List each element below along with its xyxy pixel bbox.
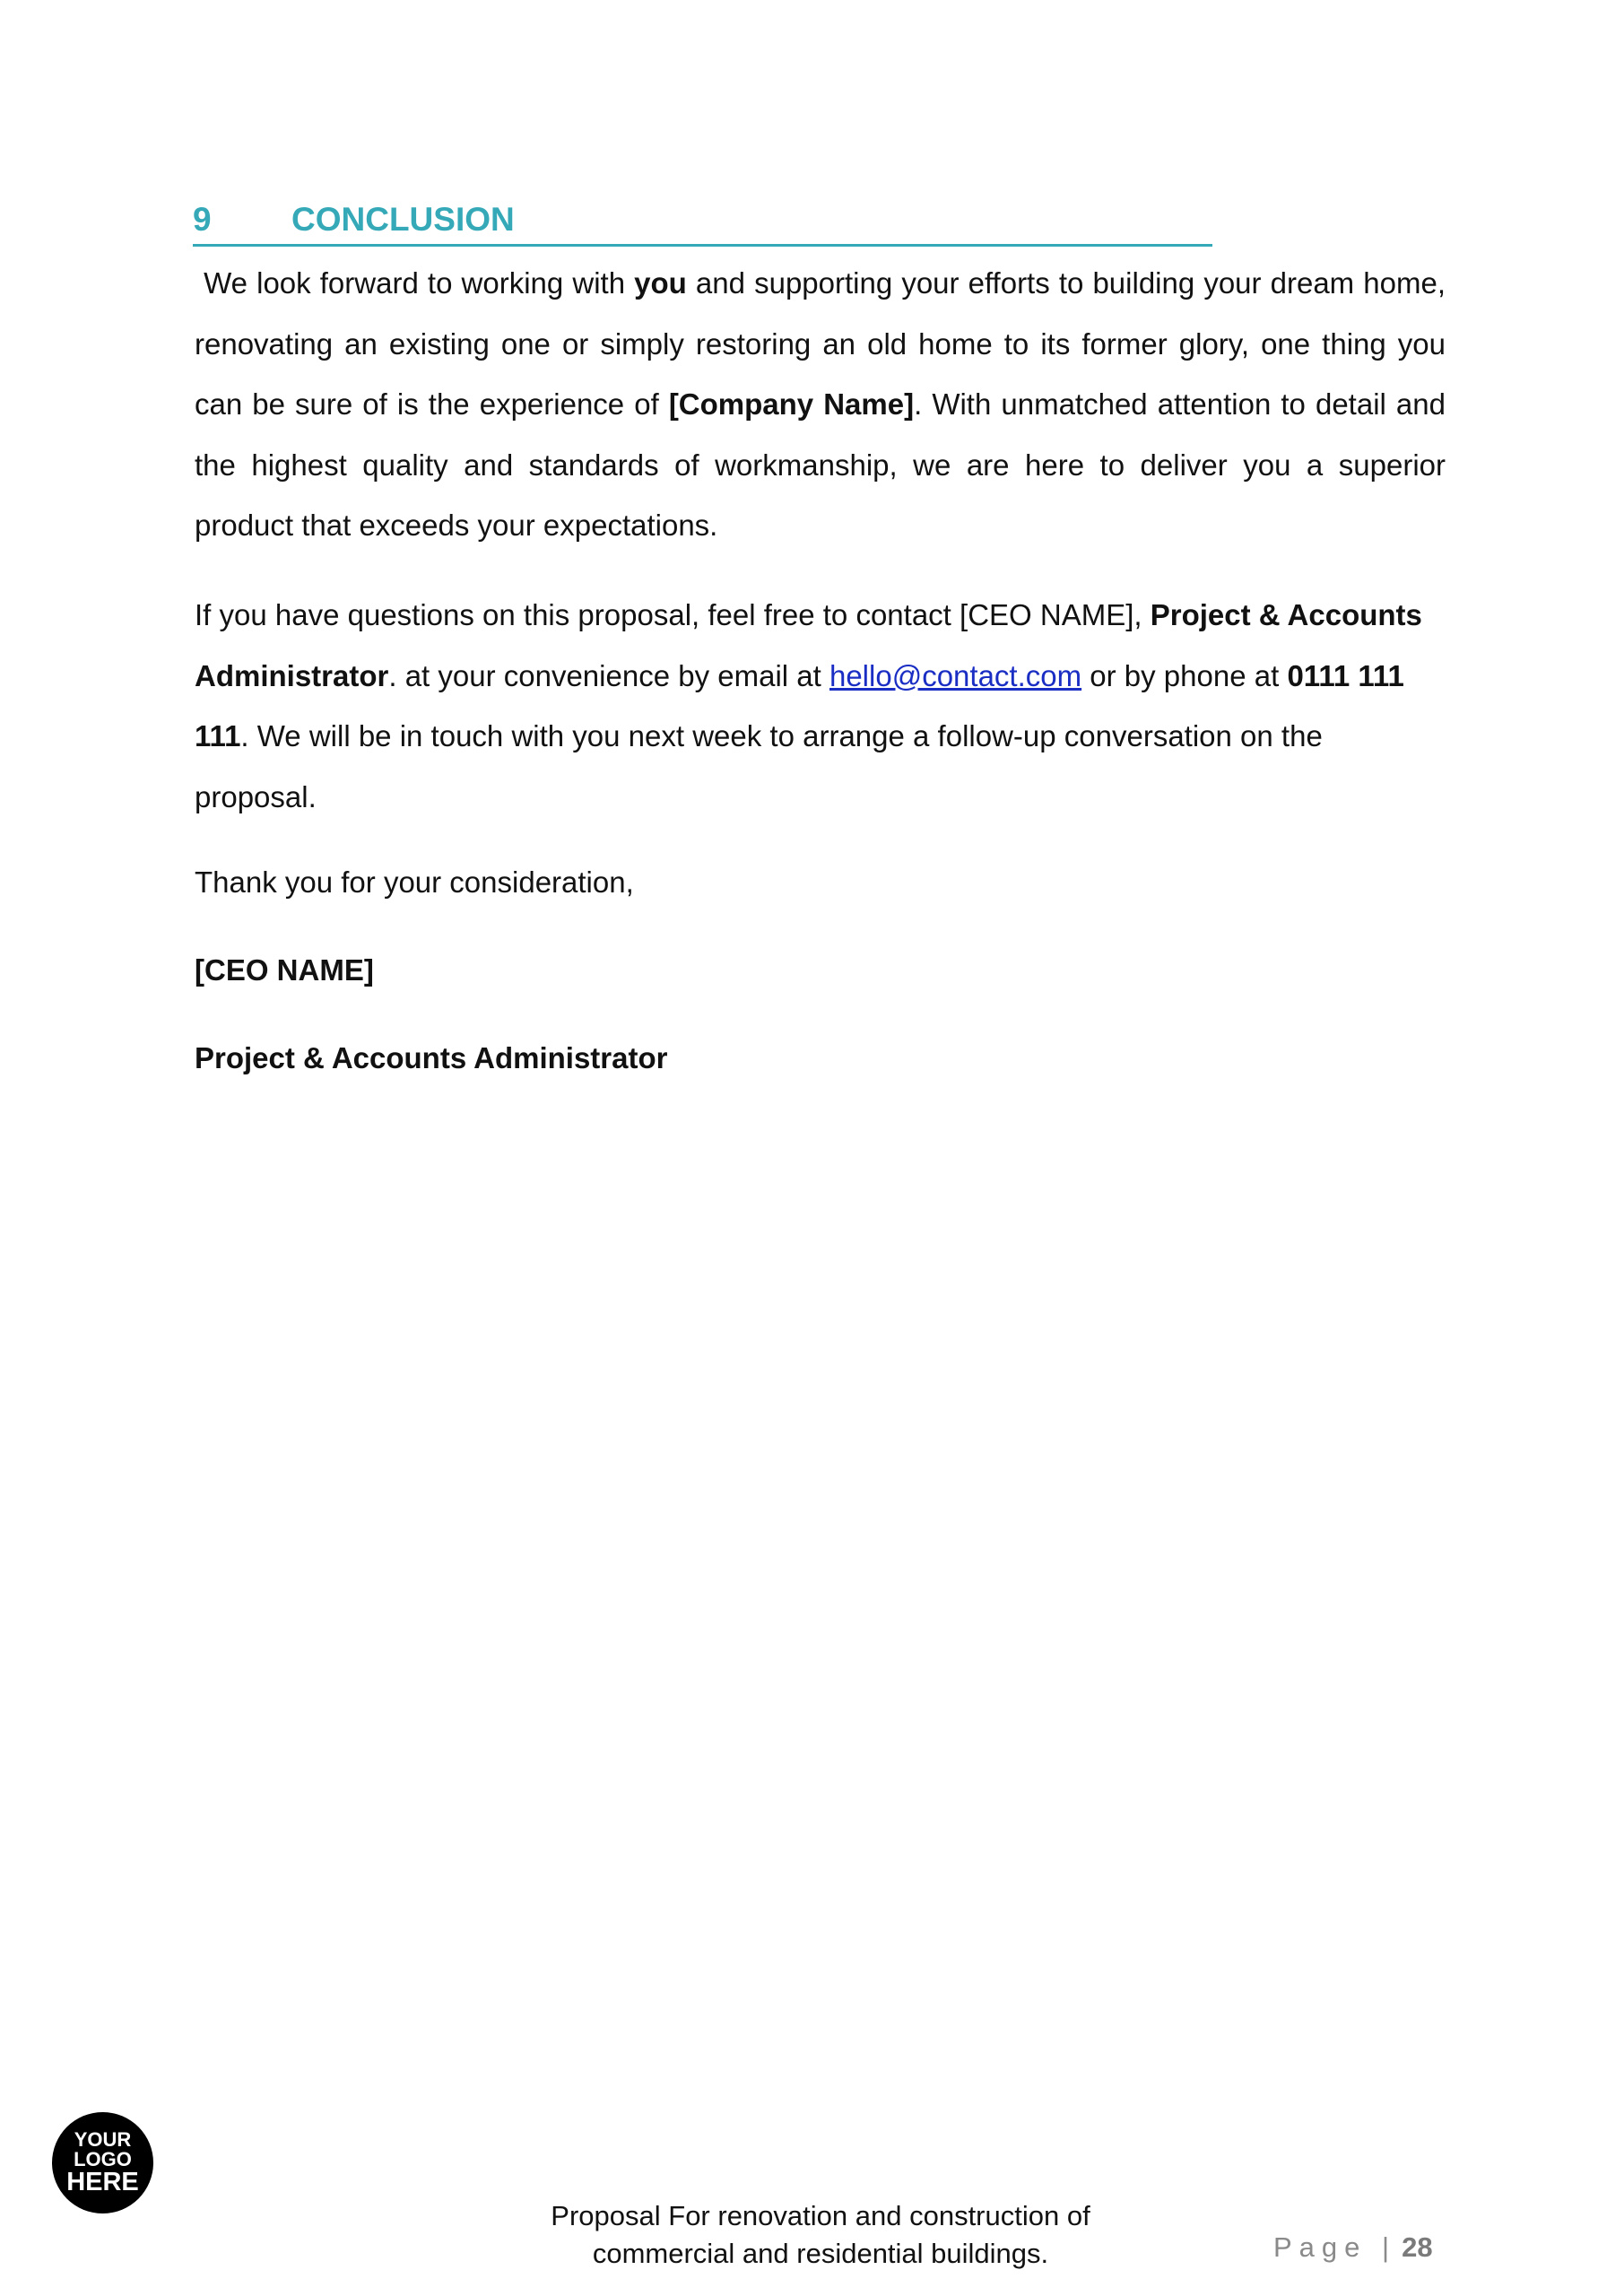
page-separator: | [1382,2231,1390,2263]
closing-line: Thank you for your consideration, [195,865,634,899]
paragraph1-text-2: and supporting your efforts to building your dream home, renovating an existing one or simply restoring an old home to its former glory, one thing you can be sure of is the experience of [195,266,1446,421]
paragraph1-bold-you: you [634,266,687,300]
page-label: Page [1273,2231,1368,2263]
logo-text-line1: YOUR [74,2128,132,2151]
paragraph1-text-1: We look forward to working with [195,266,635,300]
paragraph2-text-4: . We will be in touch with you next week to arrange a follow-up conversation on the proposal. [195,719,1323,813]
footer-title-line2: commercial and residential buildings. [592,2238,1049,2269]
contact-role: Project & Accounts Administrator [195,598,1422,692]
section-title: CONCLUSION [291,201,515,238]
contact-paragraph [195,585,1446,827]
footer-title-line1: Proposal For renovation and construction of [551,2200,1090,2231]
section-heading [193,196,1212,247]
logo-text-line3: HERE [66,2168,139,2196]
paragraph2-text-1: If you have questions on this proposal, feel free to contact [CEO NAME], [195,598,1151,631]
email-link[interactable]: hello@contact.com [829,658,1082,692]
signature-name: [CEO NAME] [195,953,374,987]
company-name-placeholder: [Company Name] [668,387,915,421]
section-number: 9 [193,201,212,238]
page-number: 28 [1402,2231,1433,2263]
paragraph2-text-3: or by phone at [1081,658,1288,692]
phone-number: 0111 111 111 [195,658,1404,752]
page-number-indicator [1273,2231,1433,2264]
conclusion-paragraph [195,253,1446,556]
logo-text-line2: LOGO [74,2148,132,2170]
signature-title: Project & Accounts Administrator [195,1041,668,1074]
company-logo [52,2112,153,2213]
paragraph1-text-3: . With unmatched attention to detail and the highest quality and standards of workmanship, we are here to deliver you a superior product that exceeds your expectations. [195,387,1446,542]
paragraph2-text-2: . at your convenience by email at [388,658,829,692]
footer-document-title [498,2197,1143,2273]
